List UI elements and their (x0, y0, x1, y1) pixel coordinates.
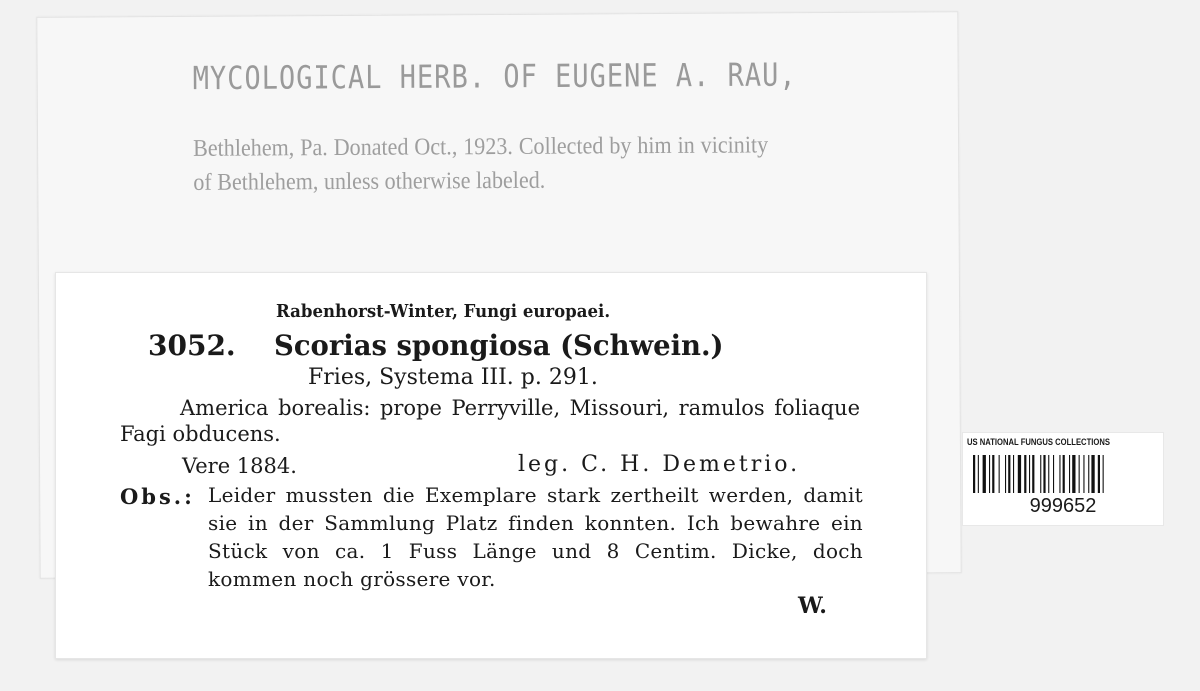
herbarium-donation-note: Bethlehem, Pa. Donated Oct., 1923. Collected by him in vicinity of Bethlehem, unless otherwise labeled. (193, 132, 769, 196)
taxon-label (55, 272, 927, 659)
literature-reference: Fries, Systema III. p. 291. (308, 365, 598, 390)
locality-text: America borealis: prope Perryville, Missouri, ramulos foliaque Fagi obducens. (120, 396, 860, 446)
exsiccata-series: Rabenhorst-Winter, Fungi europaei. (276, 301, 611, 322)
collection-name: US NATIONAL FUNGUS COLLECTIONS (967, 437, 1110, 447)
species-name: Scorias spongiosa (Schwein.) (274, 329, 724, 362)
herbarium-header: MYCOLOGICAL HERB. OF EUGENE A. RAU, (192, 57, 797, 98)
exsiccata-number: 3052. (148, 329, 236, 362)
barcode-number: 999652 (1029, 495, 1097, 517)
collector-name: leg. C. H. Demetrio. (518, 452, 801, 477)
observation-label: Obs.: (120, 484, 195, 509)
collection-date: Vere 1884. (182, 454, 297, 478)
barcode-tag (962, 432, 1164, 526)
observation-text: Leider mussten die Exemplare stark zertheilt werden, damit sie in der Sammlung Platz finden konnten. Ich bewahre ein Stück von ca. 1 Fuss Länge und 8 Centim. Dicke, doch kommen noch grössere vor. (208, 483, 863, 591)
author-initial: W. (798, 593, 827, 619)
barcode-icon (973, 455, 1153, 493)
